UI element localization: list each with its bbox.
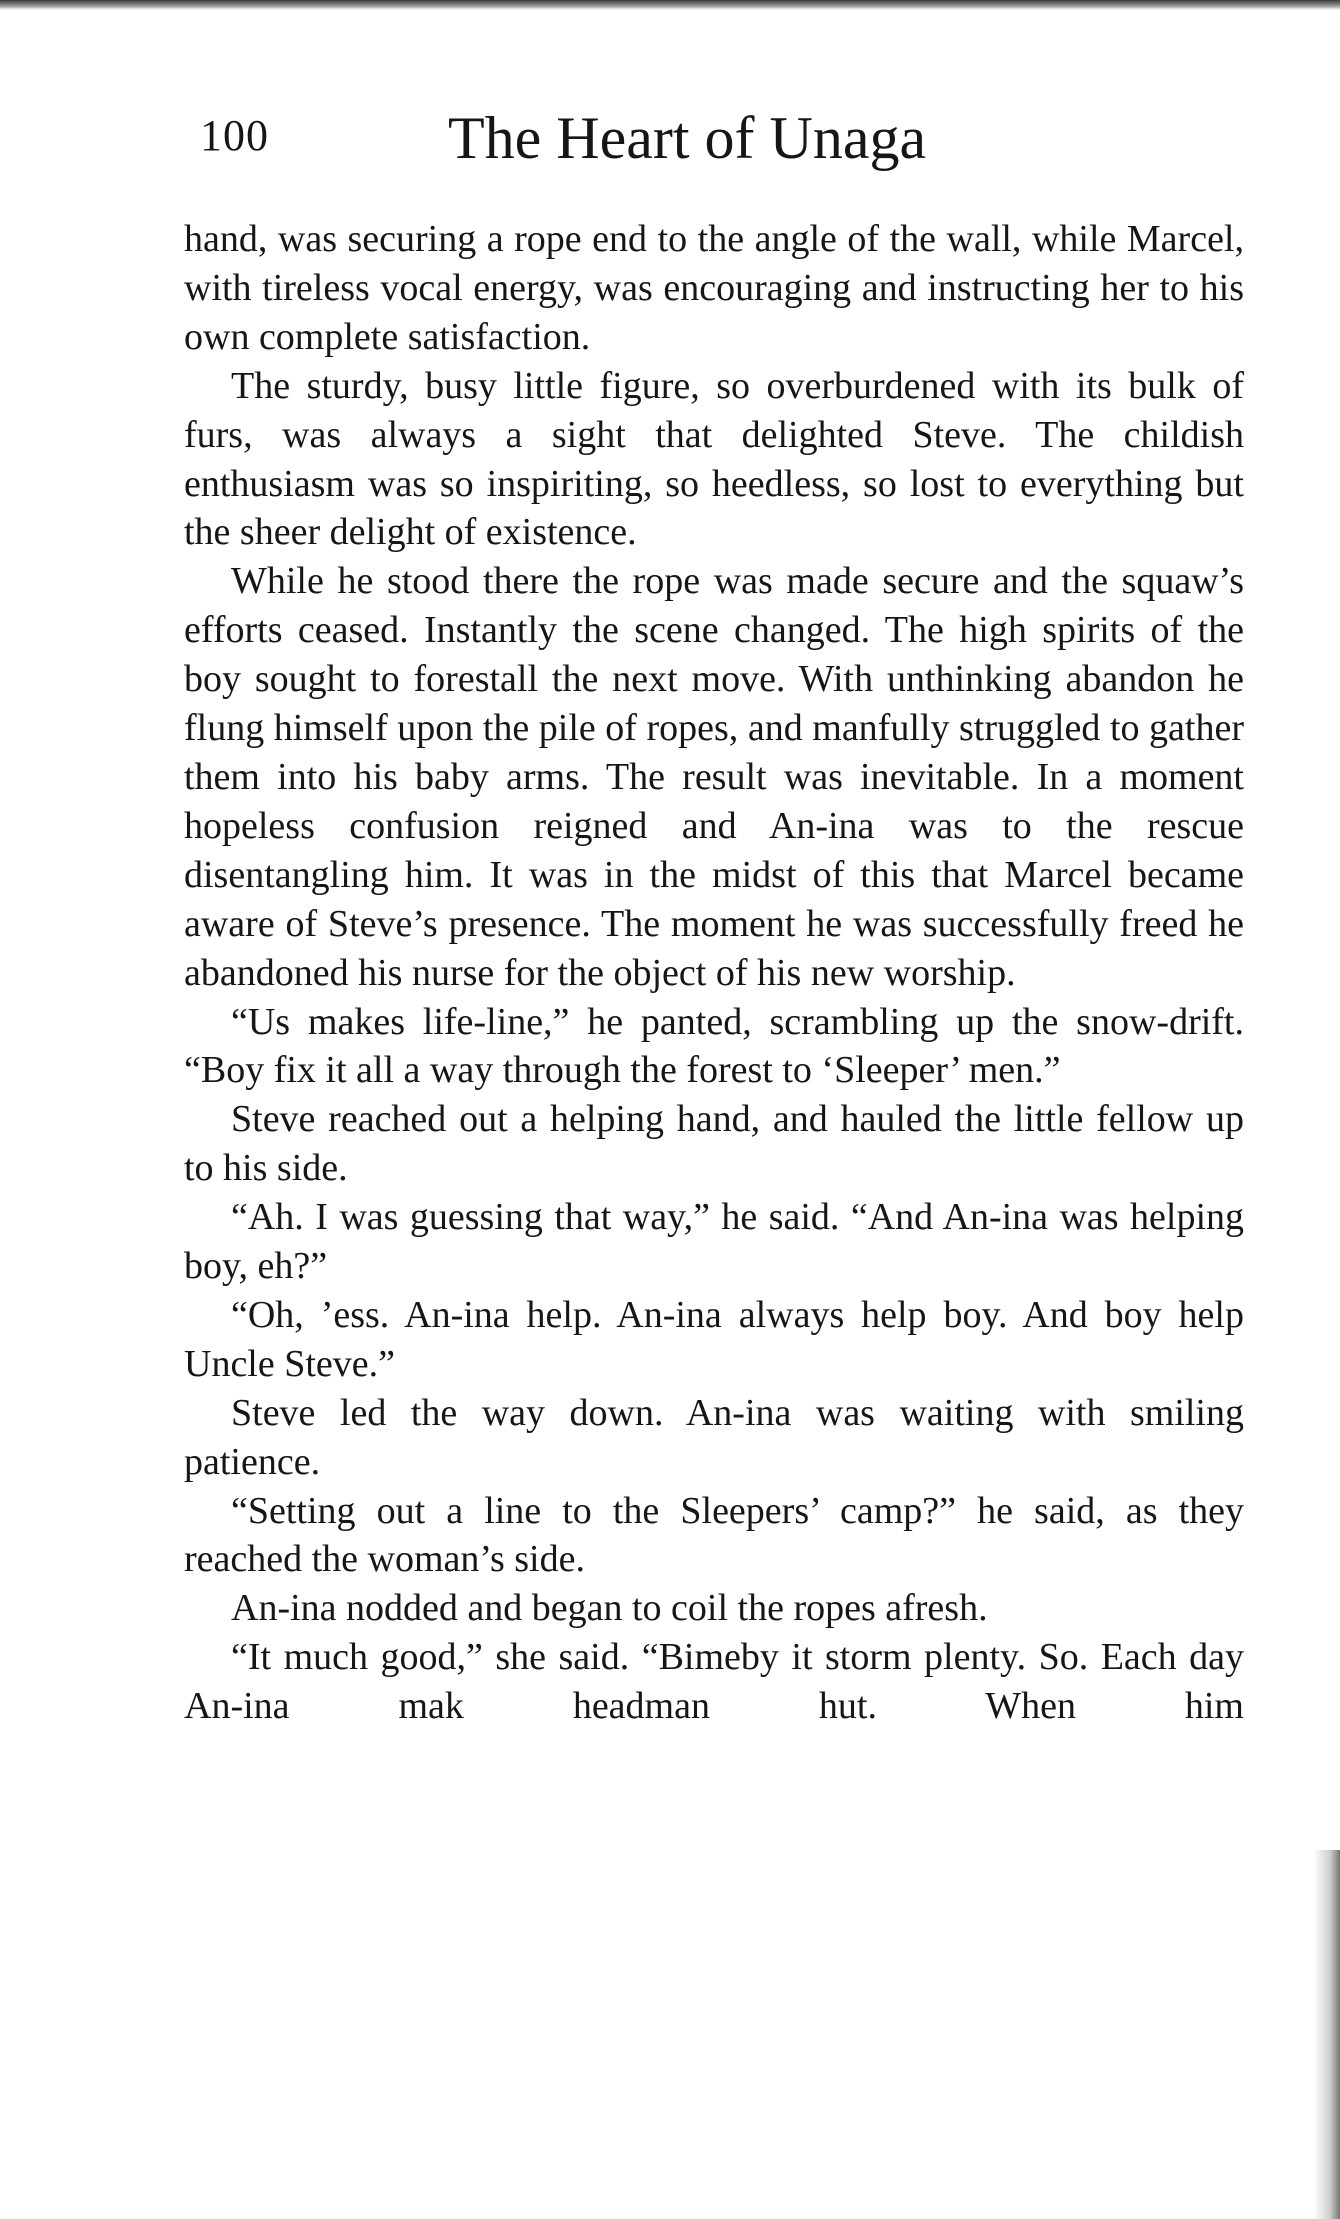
paragraph-1: hand, was securing a rope end to the angle of the wall, while Marcel, with tireless vocal energy, was encouraging and instructing her to his own complete satisfaction. (184, 218, 1244, 358)
paragraph-7: “Oh, ’ess. An-ina help. An-ina always help boy. And boy help Uncle Steve.” (184, 1293, 1244, 1385)
paragraph-9: “Setting out a line to the Sleepers’ camp?” he said, as they reached the woman’s side. (184, 1489, 1244, 1581)
paragraph-2: The sturdy, busy little figure, so overburdened with its bulk of furs, was always a sight that delighted Steve. The childish enthusiasm was so inspiriting, so heedless, so lost to everything but the sheer delight of existence. (184, 364, 1244, 554)
paragraph-3: While he stood there the rope was made secure and the squaw’s efforts ceased. Instantly the scene changed. The high spirits of the boy sought to forestall the next move. With unthinking abandon he flung himself upon the pile of ropes, and manfully struggled to gather them into his baby arms. The result was inevitable. In a moment hopeless confusion reigned and An-ina was to the rescue disentangling him. It was in the midst of this that Marcel became aware of Steve’s presence. The moment he was successfully freed he abandoned his nurse for the object of his new worship. (184, 560, 1244, 994)
paragraph-10: An-ina nodded and began to coil the ropes afresh. (231, 1587, 988, 1630)
running-title: The Heart of Unaga (448, 105, 927, 171)
paragraph-11: “It much good,” she said. “Bimeby it storm plenty. So. Each day An-ina mak headman hut. When him (184, 1636, 1244, 1728)
paragraph-5: Steve reached out a helping hand, and hauled the little fellow up to his side. (184, 1098, 1244, 1190)
page-edge-shadow (1314, 1850, 1340, 2219)
body-text (184, 215, 1244, 1731)
paragraph-8: Steve led the way down. An-ina was waiting with smiling patience. (184, 1391, 1244, 1483)
page-top-edge (0, 0, 1340, 10)
paragraph-4: “Us makes life-line,” he panted, scrambling up the snow-drift. “Boy fix it all a way through the forest to ‘Sleeper’ men.” (184, 1000, 1244, 1092)
paragraph-6: “Ah. I was guessing that way,” he said. “And An-ina was helping boy, eh?” (184, 1196, 1244, 1288)
page-number: 100 (200, 111, 269, 160)
